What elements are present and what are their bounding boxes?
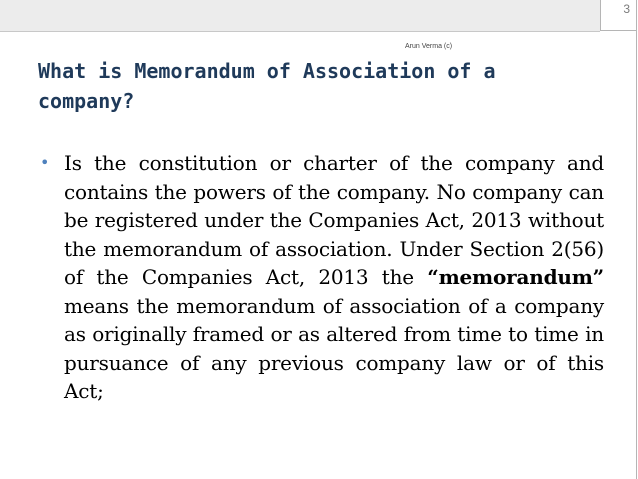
author-credit: Arun Verma (c) [405, 43, 453, 50]
bullet-list [38, 149, 604, 406]
bullet-text-part-1: Is the constitution or charter of the company and contains the powers of the company. No company can be registered under the Companies Act, 2013 without the memorandum of association. Under Section 2(56) of the Companies Act, 2013 the [64, 151, 604, 289]
slide-title: What is Memorandum of Association of a company? [38, 59, 496, 113]
bullet-text-part-2: means the memorandum of association of a company as originally framed or as altered from time to time in pursuance of any previous company law or of this Act; [64, 293, 604, 403]
right-border-line [636, 31, 637, 479]
bullet-item [38, 149, 604, 406]
page-number-box [600, 0, 637, 31]
memorandum-term: “memorandum” [427, 265, 604, 289]
page-number: 3 [623, 2, 630, 16]
bullet-icon: • [40, 153, 50, 172]
bullet-text [64, 151, 604, 403]
header-band [0, 0, 600, 32]
